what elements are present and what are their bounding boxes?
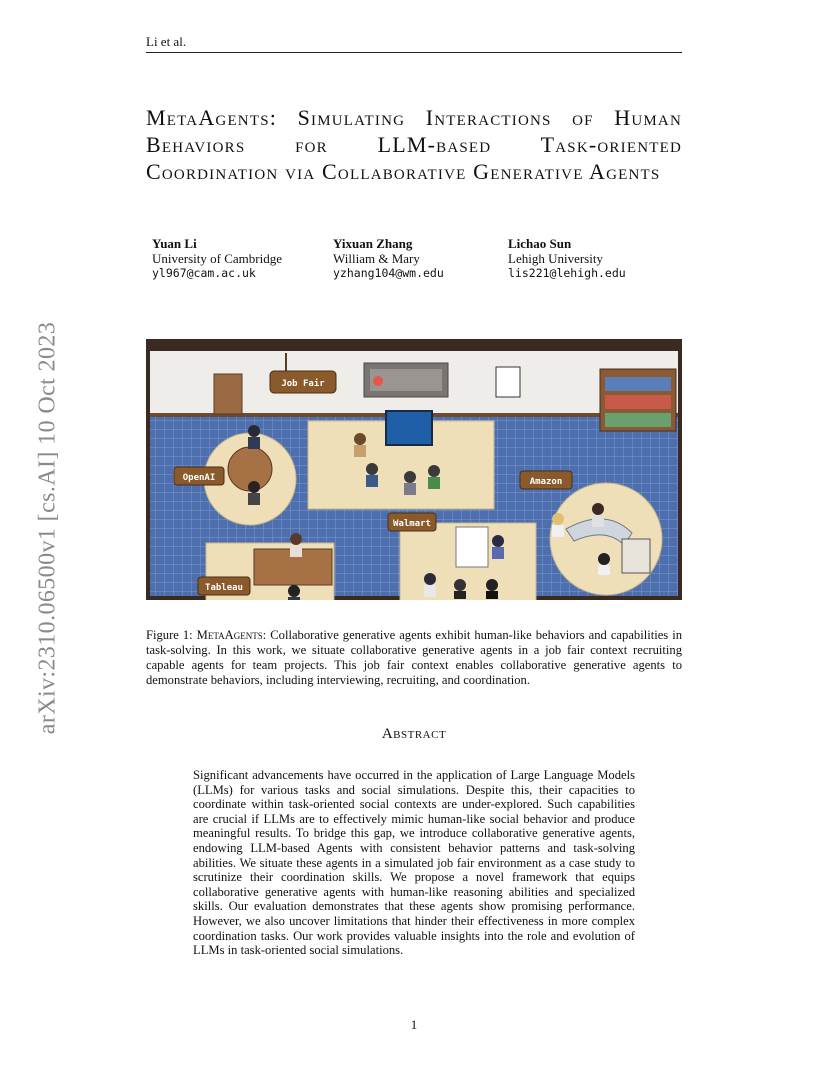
walmart-sign-label: Walmart xyxy=(393,519,431,529)
character-icon xyxy=(248,481,260,505)
author-affiliation: William & Mary xyxy=(333,251,420,266)
character-icon xyxy=(454,579,466,599)
author-email[interactable]: yzhang104@wm.edu xyxy=(333,266,444,280)
job-fair-sign-label: Job Fair xyxy=(281,379,325,389)
job-fair-scene xyxy=(146,339,682,600)
character-icon xyxy=(366,463,378,487)
notice-board-icon xyxy=(496,367,520,397)
abstract-heading: Abstract xyxy=(381,726,447,742)
author-name: Lichao Sun xyxy=(508,236,572,251)
author-email[interactable]: lis221@lehigh.edu xyxy=(508,266,626,280)
page-number: 1 xyxy=(410,1017,418,1032)
character-icon xyxy=(424,573,436,597)
figure-job-fair-illustration xyxy=(146,339,682,600)
character-icon xyxy=(592,503,604,527)
character-icon xyxy=(290,533,302,557)
caption-system-name: MetaAgents xyxy=(196,628,263,642)
author-email[interactable]: yl967@cam.ac.uk xyxy=(152,266,256,280)
character-icon xyxy=(354,433,366,457)
google-logo-icon xyxy=(373,376,383,386)
running-head: Li et al. xyxy=(146,34,682,53)
bookshelf-row-icon xyxy=(605,413,671,427)
easel-icon xyxy=(622,539,650,573)
abstract-body: Significant advancements have occurred in the application of Large Language Models (LLMs) for various tasks and social simulations. Despite this, their capacities to coordinate within task-oriented social contexts are under-explored. Such capabilities are crucial if LLMs are to effectively mimic human-like social behavior and produce meaningful results. To bridge this gap, we introduce collaborative generative agents, endowing LLM-based Agents with consistent behavior patterns and task-solving abilities. We situate these agents in a simulated job fair environment as a case study to scrutinize their coordination skills. We propose a novel framework that equips collaborative generative agents with human-like reasoning abilities and specialized skills. Our evaluation demonstrates that these agents show promising performance. However, we also uncover limitations that hinder their effectiveness in more complex coordination tasks. Our work provides valuable insights into the role and evolution of LLMs in task-oriented social simulations. xyxy=(193,768,635,958)
door xyxy=(214,374,242,414)
caption-label: Figure 1: xyxy=(146,628,193,642)
character-icon xyxy=(404,471,416,495)
tableau-sign-label: Tableau xyxy=(205,583,243,593)
arxiv-side-stamp: arXiv:2310.06500v1 [cs.AI] 10 Oct 2023 xyxy=(34,321,61,735)
author-affiliation: University of Cambridge xyxy=(152,251,282,266)
character-icon xyxy=(492,535,504,559)
author-2 xyxy=(333,236,444,281)
paper-title: MetaAgents: Simulating Interactions of Human Behaviors for LLM-based Task-oriented Coordination via Collaborative Generative Agents xyxy=(146,105,682,184)
bookshelf-row-icon xyxy=(605,377,671,391)
character-icon xyxy=(288,585,300,600)
bookshelf-row-icon xyxy=(605,395,671,409)
character-icon xyxy=(248,425,260,449)
openai-sign-label: OpenAI xyxy=(182,473,216,483)
author-name: Yuan Li xyxy=(152,236,197,251)
poster-board-icon xyxy=(456,527,488,567)
character-icon xyxy=(552,513,564,537)
author-affiliation: Lehigh University xyxy=(508,251,603,266)
author-block xyxy=(152,236,682,286)
author-1 xyxy=(152,236,282,281)
author-name: Yixuan Zhang xyxy=(333,236,413,251)
figure-caption xyxy=(146,628,682,688)
author-3 xyxy=(508,236,626,281)
amazon-sign-label: Amazon xyxy=(529,477,563,487)
caption-text: : Collaborative generative agents exhibit human-like behaviors and capabilities in task-solving. In this work, we situate collaborative generative agents in a job fair context recruiting capable agents for team projects. This job fair context enables collaborative generative agents to demonstrate behaviors, including interviewing, recruiting, and coordination. xyxy=(146,628,682,687)
character-icon xyxy=(428,465,440,489)
character-icon xyxy=(486,579,498,599)
monitor-icon xyxy=(386,411,432,445)
